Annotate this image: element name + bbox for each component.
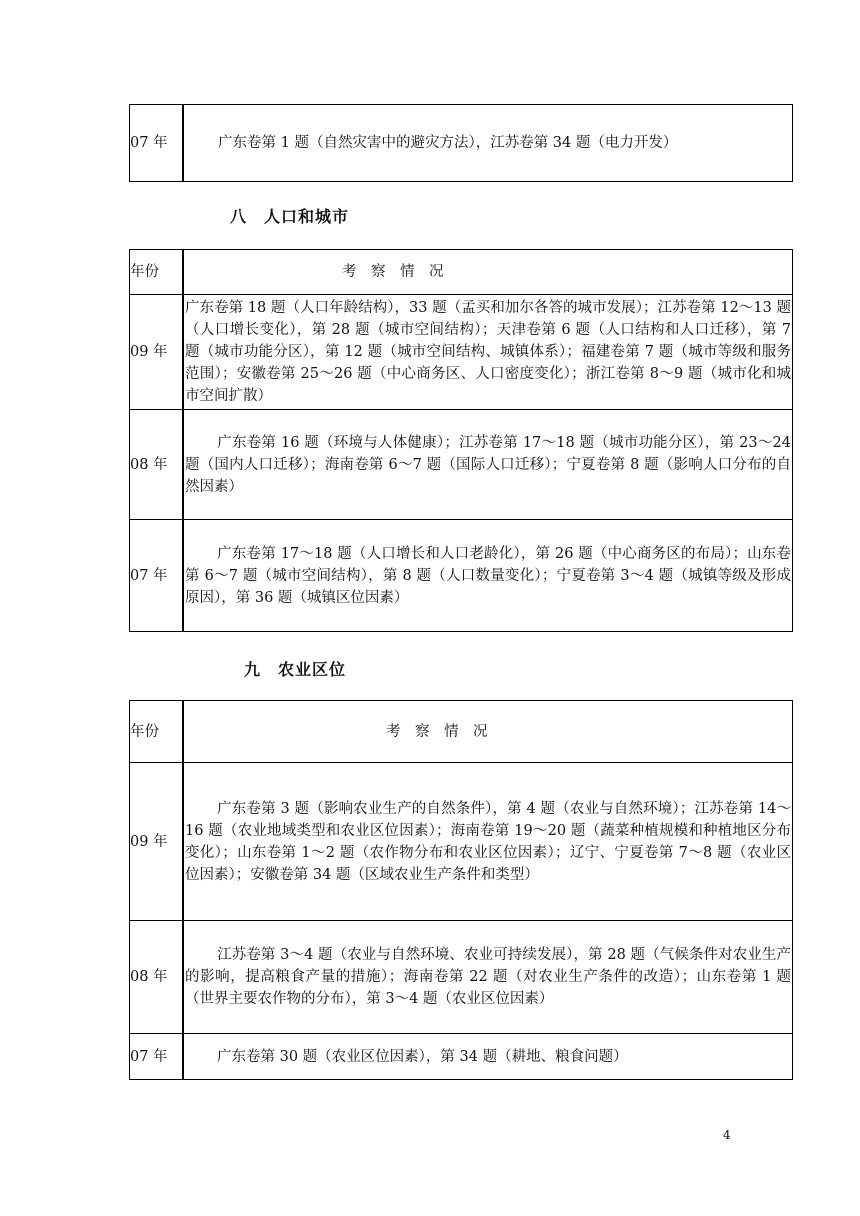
table-header-row	[130, 250, 793, 295]
year-cell: 07 年	[130, 520, 184, 632]
header-content: 考 察 情 况	[183, 250, 793, 295]
table-header-row	[130, 701, 793, 763]
table-row	[130, 295, 793, 410]
content-text: 广东卷第 16 题（环境与人体健康）；江苏卷第 17～18 题（城市功能分区），第 23～24 题（国内人口迁移）；海南卷第 6～7 题（国际人口迁移）；宁夏卷第 8 题（影响人口分布的自然因素）	[185, 434, 791, 495]
content-text: 广东卷第 1 题（自然灾害中的避灾方法），江苏卷第 34 题（电力开发）	[218, 135, 678, 151]
year-cell: 07 年	[130, 1034, 184, 1080]
content-cell	[183, 763, 793, 921]
content-text: 广东卷第 17～18 题（人口增长和人口老龄化），第 26 题（中心商务区的布局）；山东卷第 6～7 题（城市空间结构），第 8 题（人口数量变化）；宁夏卷第 3～4 题（城镇等级及形成原因），第 36 题（城镇区位因素）	[185, 545, 791, 606]
content-cell	[183, 410, 793, 520]
table-row	[130, 105, 793, 182]
agriculture-table	[129, 700, 793, 1080]
content-text: 广东卷第 30 题（农业区位因素），第 34 题（耕地、粮食问题）	[217, 1048, 628, 1065]
content-text: 广东卷第 18 题（人口年龄结构），33 题（孟买和加尔各答的城市发展）；江苏卷第 12～13 题（人口增长变化），第 28 题（城市空间结构）；天津卷第 6 题（人口结构和人口迁移），第 7 题（城市功能分区），第 12 题（城市空间结构、城镇体系）；福建卷第 7 题（城市等级和服务范围）；安徽卷第 25～26 题（中心商务区、人口密度变化）；浙江卷第 8～9 题（城市化和城市空间扩散）	[185, 300, 791, 404]
year-cell: 07 年	[130, 105, 184, 182]
content-text: 广东卷第 3 题（影响农业生产的自然条件），第 4 题（农业与自然环境）；江苏卷第 14～16 题（农业地域类型和农业区位因素）；海南卷第 19～20 题（蔬菜种植规模和种植地区分布变化）；山东卷第 1～2 题（农作物分布和农业区位因素）；辽宁、宁夏卷第 7～8 题（农业区位因素）；安徽卷第 34 题（区域农业生产条件和类型）	[185, 800, 791, 883]
section-heading-population: 八 人口和城市	[230, 207, 350, 226]
page-number: 4	[723, 1128, 731, 1142]
table-row	[130, 1034, 793, 1080]
content-cell	[183, 921, 793, 1034]
header-content: 考 察 情 况	[183, 701, 793, 763]
year-cell: 09 年	[130, 295, 184, 410]
table-row	[130, 520, 793, 632]
year-cell: 08 年	[130, 410, 184, 520]
content-text: 江苏卷第 3～4 题（农业与自然环境、农业可持续发展），第 28 题（气候条件对农业生产的影响，提高粮食产量的措施）；海南卷第 22 题（对农业生产条件的改造）；山东卷第 1 题（世界主要农作物的分布），第 3～4 题（农业区位因素）	[185, 947, 791, 1007]
year-cell: 08 年	[130, 921, 184, 1034]
header-year: 年份	[130, 250, 184, 295]
content-cell	[183, 1034, 793, 1080]
content-cell	[183, 105, 793, 182]
header-year: 年份	[130, 701, 184, 763]
content-cell	[183, 520, 793, 632]
table-row	[130, 921, 793, 1034]
population-table	[129, 249, 793, 632]
table-row	[130, 763, 793, 921]
table-row	[130, 410, 793, 520]
year-cell: 09 年	[130, 763, 184, 921]
top-table	[129, 104, 793, 182]
section-heading-agriculture: 九 农业区位	[244, 660, 347, 679]
content-cell	[183, 295, 793, 410]
